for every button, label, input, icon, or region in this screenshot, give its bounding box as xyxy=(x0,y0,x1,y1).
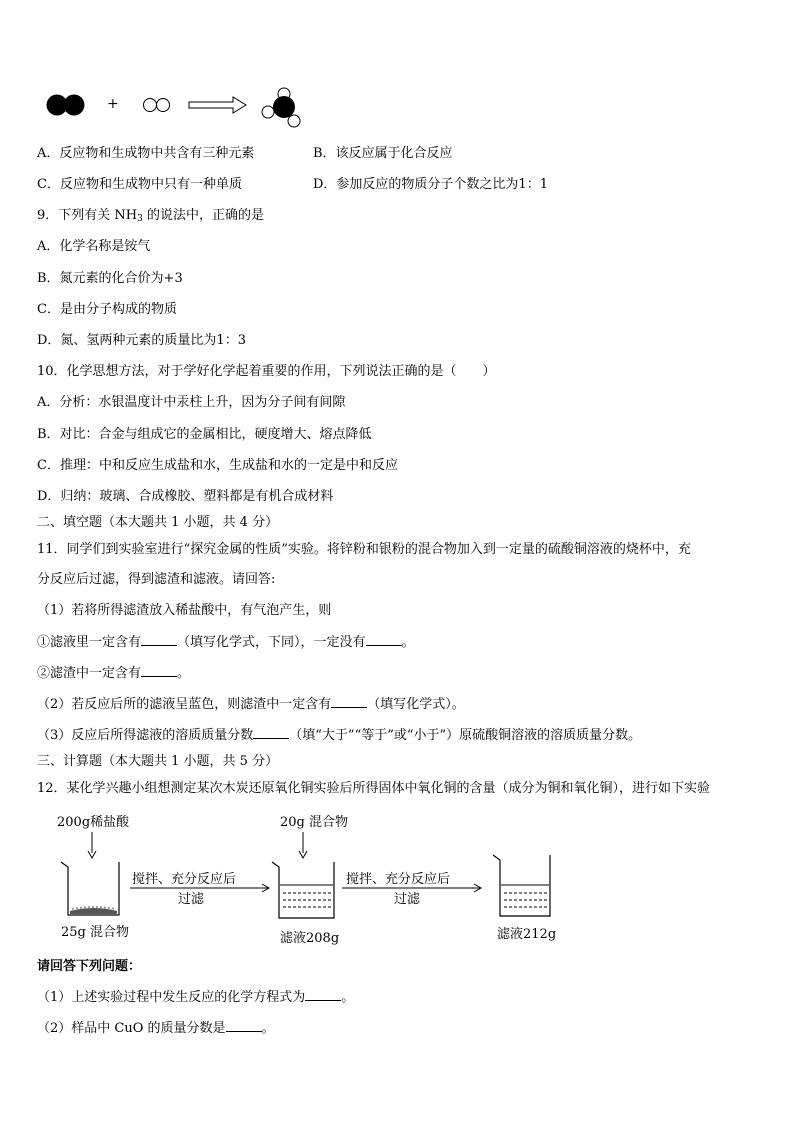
q11-stem-line1: 11．同学们到实验室进行“探究金属的性质”实验。将锌粉和银粉的混合物加入到一定量的硫酸铜溶液的烧杯中，充 xyxy=(37,542,691,557)
q11-part1: （1）若将所得滤渣放入稀盐酸中，有气泡产生，则 xyxy=(37,603,332,618)
q10-option-b: B．对比：合金与组成它的金属相比，硬度增大、熔点降低 xyxy=(37,427,372,442)
beaker-2 xyxy=(272,862,334,918)
q9-option-c: C．是由分子构成的物质 xyxy=(37,302,177,317)
q9-option-a: A．化学名称是铵气 xyxy=(37,239,151,254)
q11-part1-b: ②滤渣中一定含有 。 xyxy=(37,666,191,681)
q11-stem-line2: 分反应后过滤，得到滤渣和滤液。请回答: xyxy=(37,572,276,587)
reaction-diagram xyxy=(30,80,350,130)
white-atom xyxy=(157,99,170,112)
arrow1-top-label: 搅拌、充分反应后 xyxy=(132,872,237,887)
plus-sign: + xyxy=(107,96,119,112)
q9-option-d: D．氮、氢两种元素的质量比为1：3 xyxy=(37,333,246,348)
section-2-heading: 二、填空题（本大题共 1 小题，共 4 分） xyxy=(37,515,279,530)
answer-blank[interactable] xyxy=(366,634,402,646)
arrow2-top-label: 搅拌、充分反应后 xyxy=(346,872,451,887)
label-mixture-20g: 20g 混合物 xyxy=(280,815,348,830)
answer-blank[interactable] xyxy=(226,1020,262,1032)
label-filtrate-212g: 滤液212g xyxy=(497,927,557,942)
q11-part2: （2）若反应后所的滤液呈蓝色，则滤渣中一定含有 （填写化学式）。 xyxy=(37,697,465,712)
label-mixture-25g: 25g 混合物 xyxy=(61,925,129,940)
q10-option-a: A．分析：水银温度计中汞柱上升，因为分子间有间隙 xyxy=(37,395,346,410)
beaker-1 xyxy=(61,862,119,915)
arrow1-bottom-label: 过滤 xyxy=(178,892,205,907)
q12-prompt: 请回答下列问题： xyxy=(37,959,142,974)
experiment-diagram xyxy=(40,805,600,955)
product-molecule xyxy=(262,88,300,127)
arrow2-bottom-label: 过滤 xyxy=(394,892,421,907)
reaction-arrow xyxy=(189,97,246,113)
answer-blank[interactable] xyxy=(305,989,341,1001)
beaker-3 xyxy=(493,855,550,916)
label-filtrate-208g: 滤液208g xyxy=(280,931,340,946)
label-hydrochloric-acid: 200g稀盐酸 xyxy=(57,815,130,830)
q10-stem: 10．化学思想方法，对于学好化学起着重要的作用，下列说法正确的是（ ） xyxy=(37,364,496,379)
q12-stem: 12．某化学兴趣小组想测定某次木炭还原氧化铜实验后所得固体中氧化铜的含量（成分为铜和氧化铜），进行如下实验 xyxy=(37,781,711,796)
q8-option-b: B．该反应属于化合反应 xyxy=(313,146,453,161)
section-3-heading: 三、计算题（本大题共 1 小题，共 5 分） xyxy=(37,754,279,769)
q12-sub1: （1）上述实验过程中发生反应的化学方程式为 。 xyxy=(37,990,355,1005)
q9-stem: 9．下列有关 $NH_3$ 的说法中，正确的是 xyxy=(37,208,264,224)
q9-option-b: B．氮元素的化合价为+3 xyxy=(37,271,183,286)
white-atom xyxy=(144,99,157,112)
answer-blank[interactable] xyxy=(253,727,289,739)
q12-sub2: （2）样品中 CuO 的质量分数是 。 xyxy=(37,1021,275,1036)
q8-option-c: C．反应物和生成物中只有一种单质 xyxy=(37,177,242,192)
answer-blank[interactable] xyxy=(331,696,367,708)
answer-blank[interactable] xyxy=(141,634,177,646)
q8-option-a: A．反应物和生成物中共含有三种元素 xyxy=(37,146,255,161)
q10-option-c: C．推理：中和反应生成盐和水，生成盐和水的一定是中和反应 xyxy=(37,458,398,473)
q11-part1-a: ①滤液里一定含有 （填写化学式，下同），一定没有 。 xyxy=(37,635,415,650)
answer-blank[interactable] xyxy=(141,665,177,677)
black-atom xyxy=(64,95,85,116)
q8-option-d: D．参加反应的物质分子个数之比为1：1 xyxy=(313,177,548,192)
q10-option-d: D．归纳：玻璃、合成橡胶、塑料都是有机合成材料 xyxy=(37,489,334,504)
q11-part3: （3）反应后所得滤液的溶质质量分数 （填“大于”“等于”或“小于”）原硫酸铜溶液的溶质质量分数。 xyxy=(37,728,642,743)
